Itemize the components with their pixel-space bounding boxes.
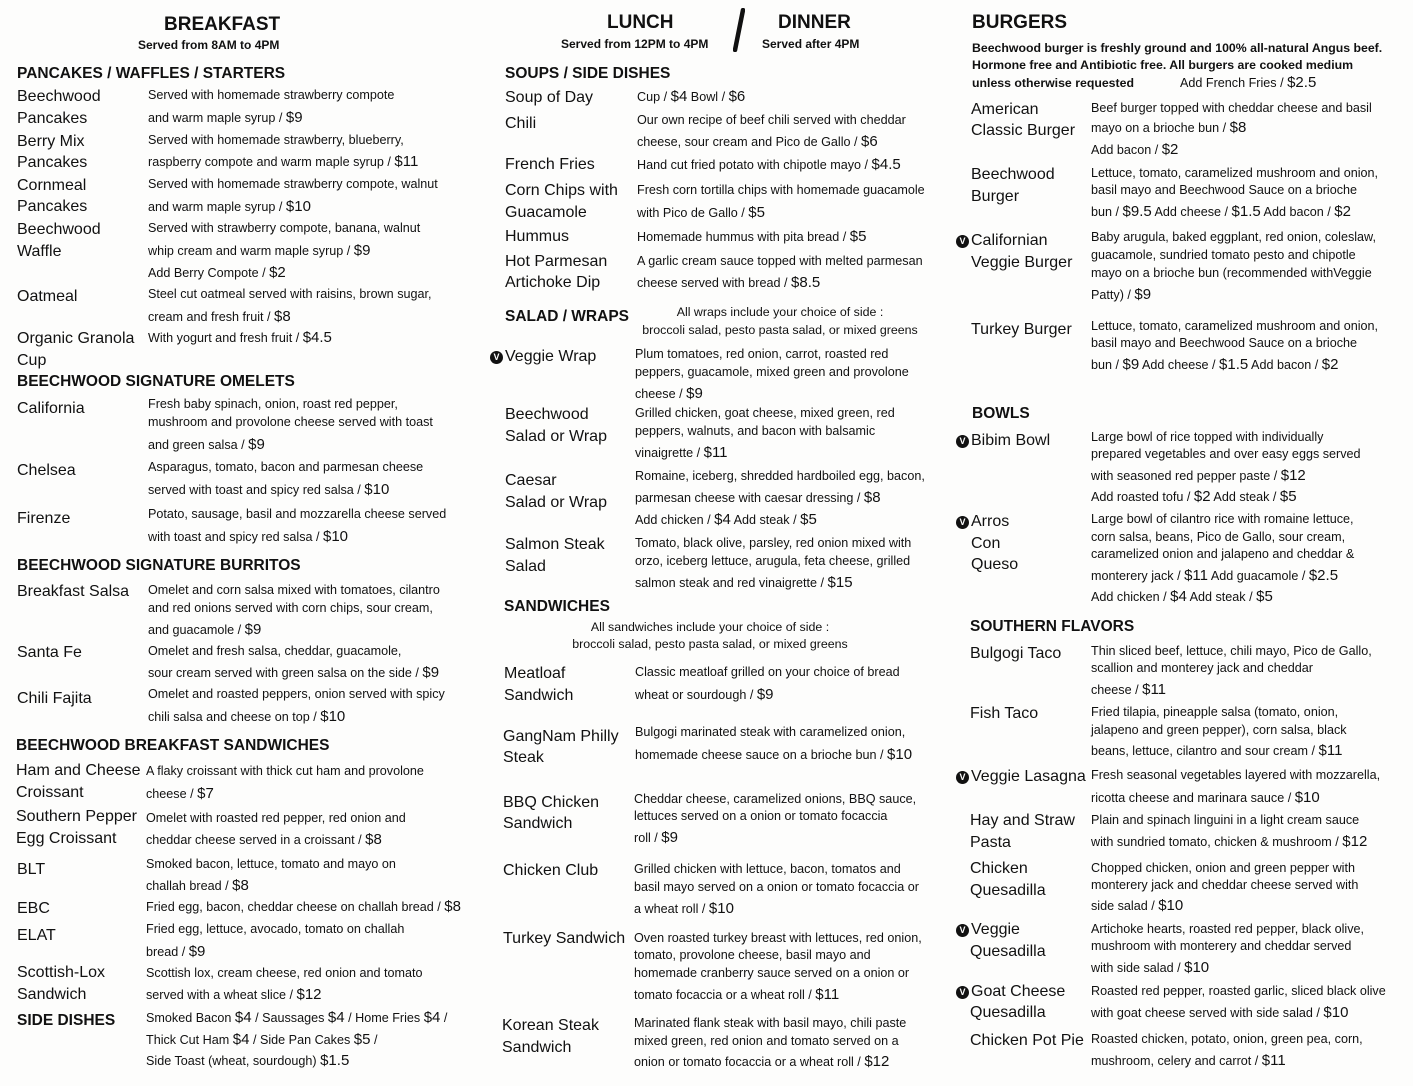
price: $15 bbox=[827, 574, 853, 591]
price: $9 bbox=[244, 621, 262, 638]
price: $4 bbox=[232, 1031, 250, 1048]
price: $10 bbox=[364, 481, 390, 498]
lunch-title: LUNCH bbox=[607, 12, 674, 33]
burgers-intro-line1: Beechwood burger is freshly ground and 100% all-natural Angus beef. bbox=[972, 41, 1383, 55]
breakfast-column: BREAKFAST Served from 8AM to 4PM PANCAKES / WAFFLES / STARTERS Beechwood Pancakes Served with homemade strawberry compote and warm maple syrup / $9 Berry Mix Pancakes Served with homemade strawberry, blueberry, raspberry compote and warm maple syrup / $11 Cornmeal Pancakes Served with homemade strawberry compote, walnut and warm maple syrup / $10 Beechwood Waffle Served with strawberry compote, banana, walnut whip cream and warm maple syrup / $9 Add Berry Compote / $2 Oatmeal Steel cut oatmeal served with raisins, brown sugar, cream and fresh fruit / $8 Organic Granola Cup With yogurt and fresh fruit / $4.5 BEECHWOOD SIGNATURE OMELETS California Fresh baby spinach, onion, roast red pepper, mushroom and provolone cheese served with toast and green salsa / $9 Chelsea Asparagus, tomato, bacon and parmesan cheese served with toast and spicy red salsa / $10 Firenze Potato, sausage, basil and mozzarella cheese served with toast and spicy red salsa / $10 BEECHWOOD SIGNATURE BURRITOS Breakfast Salsa Omelet and corn salsa mixed with tomatoes, cilantro and red onions served with corn chips, sour cream, and guacamole / $9 Santa Fe Omelet and fresh salsa, cheddar, guacamole, sour cream served with green salsa on the side / $9 Chili Fajita Omelet and roasted peppers, onion served with spicy chili salsa and cheese on top / $10 BEECHWOOD BREAKFAST SANDWICHES Ham and Cheese Croissant A flaky croissant with thick cut ham and provolone cheese / $7 Southern Pepper Egg Croissant Omelet with roasted red pepper, red onion and cheddar cheese served in a croissant / $8 BLT Smoked bacon, lettuce, tomato and mayo on challah bread / $8 EBC Fried egg, bacon, cheddar cheese on challah bread / $8 ELAT Fried egg, lettuce, avocado, tomato on challah bread / $9 Scottish-Lox Sandwich Scottish lox, cream cheese, red onion and tomato served with a wheat slice / $12 SIDE DISHES Smoked Bacon $4 / Saussages $4 / Home Fries $4 / Thick Cut Ham $4 / Side Pan Cakes $5 / Side Toast (wheat, sourdough) $1.5 bbox=[16, 14, 461, 1069]
section-burritos: BEECHWOOD SIGNATURE BURRITOS bbox=[17, 557, 301, 574]
price: $2 bbox=[1161, 141, 1179, 158]
breakfast-title: BREAKFAST bbox=[164, 14, 281, 35]
price: $1.5 bbox=[1219, 356, 1249, 373]
price: $10 bbox=[1294, 789, 1320, 806]
section-breakfast-sandwiches: BEECHWOOD BREAKFAST SANDWICHES bbox=[16, 737, 330, 754]
price: $6 bbox=[728, 88, 746, 105]
price: $10 bbox=[320, 708, 346, 725]
price: $11 bbox=[1261, 1052, 1286, 1069]
price: $9 bbox=[1134, 286, 1152, 303]
price: $12 bbox=[1342, 833, 1368, 850]
price: $8 bbox=[863, 489, 881, 506]
price: $2.5 bbox=[1308, 567, 1339, 584]
price: $5 bbox=[1256, 588, 1273, 605]
lunch-hours: Served from 12PM to 4PM bbox=[561, 37, 709, 51]
burgers-title: BURGERS bbox=[972, 12, 1068, 33]
section-southern-flavors: SOUTHERN FLAVORS bbox=[970, 618, 1135, 635]
price: $9 bbox=[353, 242, 371, 259]
price: $10 bbox=[708, 900, 734, 917]
section-omelets: BEECHWOOD SIGNATURE OMELETS bbox=[17, 373, 295, 390]
price: $5 bbox=[1279, 488, 1297, 505]
price: $8 bbox=[1229, 119, 1247, 136]
salad-side-note-line1: All wraps include your choice of side : bbox=[676, 305, 884, 319]
price: $11 bbox=[703, 444, 728, 461]
vegetarian-icon: V bbox=[956, 435, 969, 448]
price: $8 bbox=[365, 831, 382, 848]
section-pancakes: PANCAKES / WAFFLES / STARTERS bbox=[17, 65, 286, 82]
price: $9 bbox=[422, 664, 440, 681]
sandwich-side-note-line1: All sandwiches include your choice of side : bbox=[590, 620, 830, 634]
burgers-column: BURGERS Beechwood burger is freshly ground and 100% all-natural Angus beef. Hormone free and Antibiotic free. All burgers are cooked medium unless otherwise requested Add French Fries / $2.5 American Classic Burger Beef burger topped with cheddar cheese and basil mayo on a brioche bun / $8 Add bacon / $2 Beechwood Burger Lettuce, tomato, caramelized mushroom and onion, basil mayo and Beechwood Sauce on a brioche bun / $9.5 Add cheese / $1.5 Add bacon / $2 V Californian Veggie Burger Baby arugula, baked eggplant, red onion, coleslaw, guacamole, sundried tomato pesto and chipotle mayo on a brioche bun (recommended withVeggie Patty) / $9 Turkey Burger Lettuce, tomato, caramelized mushroom and onion, basil mayo and Beechwood Sauce on a brioche bun / $9 Add cheese / $1.5 Add bacon / $2 BOWLS V Bibim Bowl Large bowl of rice topped with individually prepared vegetables and over easy eggs served with seasoned red pepper paste / $12 Add roasted tofu / $2 Add steak / $5 V Arros Con Queso Large bowl of cilantro rice with romaine lettuce, corn salsa, beans, Pico de Gallo, sour cream, caramelized onion and jalapeno and cheddar & monterery jack / $11 Add guacamole / $2.5 Add chicken / $4 Add steak / $5 SOUTHERN FLAVORS Bulgogi Taco Thin sliced beef, lettuce, chili mayo, Pico de Gallo, scallion and monterey jack and cheddar cheese / $11 Fish Taco Fried tilapia, pineapple salsa (tomato, onion, jalapeno and green pepper), corn salsa, black beans, lettuce, cilantro and sour cream / $11 V Veggie Lasagna Fresh seasonal vegetables layered with mozzarella, ricotta cheese and marinara sauce / $10 Hay and Straw Pasta Plain and spinach linguini in a light cream sauce with sundried tomato, chicken & mushroom / $12 Chicken Quesadilla Chopped chicken, onion and green pepper with monterery jack and cheddar cheese served with side salad / $10 V Veggie Quesadilla Artichoke hearts, roasted red pepper, black olive, mushroom with monterery and cheddar served with side salad / $10 V Goat Cheese Quesadilla Roasted red pepper, roasted garlic, sliced black olive with goat cheese served with side salad / $10 Chicken Pot Pie Roasted chicken, potato, onion, green pea, corn, mushroom, celery and carrot / $11 bbox=[968, 0, 1400, 1086]
price: $1.5 bbox=[320, 1052, 350, 1069]
lunch-dinner-column: SOUPS / SIDE DISHES Soup of Day Cup / $4 Bowl / $6 Chili Our own recipe of beef chili served with cheddar cheese, sour cream and Pico de Gallo / $6 French Fries Hand cut fried potato with chipotle mayo / $4.5 Corn Chips with Guacamole Fresh corn tortilla chips with homemade guacamole with Pico de Gallo / $5 Hummus Homemade hummus with pita bread / $5 Hot Parmesan Artichoke Dip A garlic cream sauce topped with melted parmesan cheese served with bread / $8.5 SALAD / WRAPS All wraps include your choice of side : broccoli salad, pesto pasta salad, or mixed greens V Veggie Wrap Plum tomatoes, red onion, carrot, roasted red peppers, guacamole, mixed green and provolone cheese / $9 Beechwood Salad or Wrap Grilled chicken, goat cheese, mixed green, red peppers, walnuts, and bacon with balsamic vinaigrette / $11 Caesar Salad or Wrap Romaine, iceberg, shredded hardboiled egg, bacon, parmesan cheese with caesar dressing / $8 Add chicken / $4 Add steak / $5 Salmon Steak Salad Tomato, black olive, parsley, red onion mixed with orzo, iceberg lettuce, arugula, feta cheese, grilled salmon steak and red vinaigrette / $15 SANDWICHES All sandwiches include your choice of side : broccoli salad, pesto pasta salad, or mixed greens Meatloaf Sandwich Classic meatloaf grilled on your choice of bread wheat or sourdough / $9 GangNam Philly Steak Bulgogi marinated steak with caramelized onion, homemade cheese sauce on a brioche bun / $10 BBQ Chicken Sandwich Cheddar cheese, caramelized onions, BBQ sauce, lettuces served on a onion or tomato focaccia roll / $9 Chicken Club Grilled chicken with lettuce, bacon, tomatos and basil mayo served on a onion or tomato focaccia or a wheat roll / $10 Turkey Sandwich Oven roasted turkey breast with lettuces, red onion, tomato, provolone cheese, basil mayo and homemade cranberry sauce served on a onion or tomato focaccia or a wheat roll / $11 Korean Steak Sandwich Marinated flank steak with basil mayo, chili paste mixed green, red onion and tomato served on a onion or tomato focaccia or a wheat roll / $12 bbox=[500, 0, 945, 1086]
salad-side-note-line2: broccoli salad, pesto pasta salad, or mixed greens bbox=[642, 323, 918, 337]
price: $10 bbox=[323, 528, 349, 545]
price: $9 bbox=[1122, 356, 1140, 373]
price: $7 bbox=[197, 785, 214, 802]
price: $2.5 bbox=[1287, 74, 1317, 91]
section-bowls: BOWLS bbox=[972, 405, 1030, 422]
price: $4 bbox=[1170, 588, 1187, 605]
price: $2 bbox=[1334, 203, 1351, 220]
sandwich-side-note-line2: broccoli salad, pesto pasta salad, or mixed greens bbox=[572, 637, 848, 651]
vegetarian-icon: V bbox=[956, 924, 969, 937]
price: $8.5 bbox=[791, 274, 821, 291]
burgers-intro-line3: unless otherwise requested bbox=[972, 76, 1134, 90]
price: $11 bbox=[1142, 681, 1167, 698]
price: $4 bbox=[234, 1009, 252, 1026]
price: $1.5 bbox=[1231, 203, 1261, 220]
price: $11 bbox=[815, 986, 840, 1003]
price: $4.5 bbox=[871, 156, 901, 173]
price: $9 bbox=[661, 829, 678, 846]
price: $10 bbox=[1323, 1004, 1349, 1021]
breakfast-hours: Served from 8AM to 4PM bbox=[138, 38, 280, 52]
vegetarian-icon: V bbox=[956, 516, 969, 529]
price: $2 bbox=[1321, 356, 1339, 373]
price: $8 bbox=[232, 877, 249, 894]
price: $10 bbox=[1184, 959, 1210, 976]
price: $10 bbox=[1158, 897, 1184, 914]
section-salad-wraps: SALAD / WRAPS bbox=[505, 308, 629, 325]
price: $6 bbox=[861, 133, 878, 150]
price: $8 bbox=[274, 308, 291, 325]
price: $9 bbox=[285, 109, 303, 126]
burgers-intro-line2: Hormone free and Antibiotic free. All burgers are cooked medium bbox=[972, 58, 1354, 72]
vegetarian-icon: V bbox=[490, 351, 503, 364]
dinner-title: DINNER bbox=[778, 12, 851, 33]
price: $12 bbox=[1280, 467, 1306, 484]
vegetarian-icon: V bbox=[956, 986, 969, 999]
price: $2 bbox=[269, 264, 286, 281]
price: $10 bbox=[887, 746, 913, 763]
price: $5 bbox=[800, 511, 817, 528]
price: $8 bbox=[444, 898, 461, 915]
price: $9 bbox=[188, 943, 206, 960]
section-soups: SOUPS / SIDE DISHES bbox=[505, 65, 671, 82]
price: $5 bbox=[748, 204, 765, 221]
price: $11 bbox=[394, 153, 419, 170]
price: $2 bbox=[1193, 488, 1211, 505]
price: $4 bbox=[670, 88, 688, 105]
price: $9.5 bbox=[1122, 203, 1152, 220]
price: $11 bbox=[1318, 742, 1343, 759]
section-side-dishes: SIDE DISHES bbox=[17, 1012, 116, 1029]
price: $4 bbox=[714, 511, 731, 528]
price: $5 bbox=[353, 1031, 371, 1048]
dinner-hours: Served after 4PM bbox=[762, 37, 860, 51]
french-fries-addon: Add French Fries / $2.5 bbox=[1180, 74, 1317, 91]
price: $4 bbox=[423, 1009, 441, 1026]
price: $11 bbox=[1184, 567, 1209, 584]
price: $9 bbox=[248, 436, 265, 453]
vegetarian-icon: V bbox=[956, 235, 969, 248]
price: $9 bbox=[686, 385, 703, 402]
price: $5 bbox=[849, 228, 867, 245]
price: $4.5 bbox=[302, 329, 332, 346]
price: $9 bbox=[756, 686, 774, 703]
section-sandwiches: SANDWICHES bbox=[504, 598, 610, 615]
price: $12 bbox=[864, 1053, 890, 1070]
price: $10 bbox=[285, 198, 311, 215]
price: $12 bbox=[296, 986, 322, 1003]
vegetarian-icon: V bbox=[956, 771, 969, 784]
price: $4 bbox=[327, 1009, 345, 1026]
